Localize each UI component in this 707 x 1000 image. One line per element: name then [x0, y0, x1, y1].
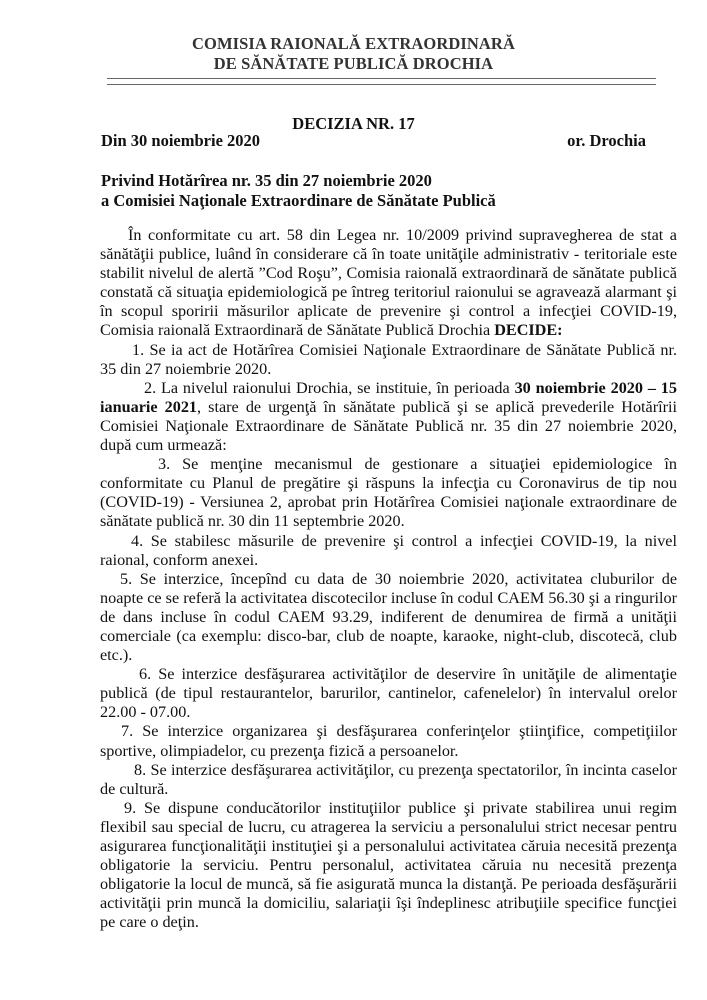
item-5: 5. Se interzice, începînd cu data de 30 noiembrie 2020, activitatea cluburilor de noapte ce se referă la activitatea discotecilor incluse în codul CAEM 56.30 şi a ringurilor de dans incluse în codul CAEM 93.29, indiferent de denumirea de firmă a unităţii comerciale (ca exemplu: disco-bar, club de noapte, karaoke, night-club, discotecă, club etc.).	[100, 569, 677, 665]
item-8: 8. Se interzice desfăşurarea activităţilor, cu prezenţa spectatorilor, în incinta caselor de cultură.	[100, 760, 677, 798]
item-6: 6. Se interzice desfăşurarea activităţilor de deservire în unităţile de alimentaţie publică (de tipul restaurantelor, barurilor, cantinelor, cafenelelor) în intervalul orelor 22.00 - 07.00.	[100, 665, 677, 722]
decision-title: DECIZIA NR. 17	[292, 114, 415, 133]
document-body	[100, 226, 677, 932]
date-line	[101, 131, 646, 151]
item-2	[100, 379, 677, 455]
item-2-text-b: , stare de urgenţă în sănătate publică şi se aplică prevederile Hotărîrii Comisiei Naţionale Extraordinare de Sănătate Publică nr. 35 din 27 noiembrie 2020, după cum urmează:	[100, 397, 678, 455]
header-line-2: DE SĂNĂTATE PUBLICĂ DROCHIA	[213, 54, 494, 73]
item-9: 9. Se dispune conducătorilor instituţiilor publice şi private stabilirea unui regim flexibil sau special de lucru, cu atragerea la serviciu a personalului strict necesar pentru asigurarea funcţionalităţii instituţiei şi a personalului activitatea căruia necesită prezenţa obligatorie la serviciu. Pentru personalul, activitatea căruia nu necesită prezenţa obligatorie la locul de muncă, să fie asigurată munca la distanţă. Pe perioada desfăşurării activităţii prin muncă la domiciliu, salariaţii îşi îndeplinesc atribuţiile specifice funcţiei pe care o deţin.	[100, 798, 677, 932]
header-line-1: COMISIA RAIONALĂ EXTRAORDINARĂ	[192, 34, 515, 53]
preamble-paragraph	[100, 226, 677, 341]
preamble-text: În conformitate cu art. 58 din Legea nr. 10/2009 privind supravegherea de stat a sănătăţii publice, luând în considerare că în toate unităţile administrativ - teritoriale este stabilit nivelul de alertă ”Cod Roşu”, Comisia raională extraordinară de sănătate publică constată că situaţia epidemiologică pe întreg teritoriul raionului se agravează alarmant şi în scopul sporirii măsurilor aplicate de prevenire şi control a infecţiei COVID-19, Comisia raională Extraordinară de Sănătate Publică Drochia	[100, 226, 677, 340]
item-2-period: 30 noiembrie 2020 – 15 ianuarie 2021	[100, 378, 677, 416]
item-3: 3. Se menţine mecanismul de gestionare a situaţiei epidemiologice în conformitate cu Planul de pregătire şi răspuns la infecţia cu Coronavirus de tip nou (COVID-19) - Versiunea 2, aprobat prin Hotărîrea Comisiei naţionale extraordinare de sănătate publică nr. 30 din 11 septembrie 2020.	[100, 455, 677, 531]
subject-line-2: a Comisiei Naţionale Extraordinare de Sănătate Publică	[101, 191, 496, 210]
decision-place: or. Drochia	[567, 131, 646, 150]
subject-line-1: Privind Hotărîrea nr. 35 din 27 noiembrie 2020	[101, 171, 432, 190]
decide-keyword: DECIDE:	[494, 321, 563, 340]
item-7: 7. Se interzice organizarea şi desfăşurarea conferinţelor ştiinţifice, competiţiilor sportive, olimpiadelor, cu prezenţa fizică a persoanelor.	[100, 722, 677, 760]
item-4: 4. Se stabilesc măsurile de prevenire şi control a infecţiei COVID-19, la nivel raional, conform anexei.	[100, 531, 677, 569]
item-2-text-a: 2. La nivelul raionului Drochia, se instituie, în perioada	[144, 378, 515, 397]
decision-date: Din 30 noiembrie 2020	[101, 131, 261, 150]
decision-subject	[101, 171, 496, 211]
header-separator	[107, 78, 656, 85]
item-1: 1. Se ia act de Hotărîrea Comisiei Naţionale Extraordinare de Sănătate Publică nr. 35 din 27 noiembrie 2020.	[100, 340, 677, 378]
